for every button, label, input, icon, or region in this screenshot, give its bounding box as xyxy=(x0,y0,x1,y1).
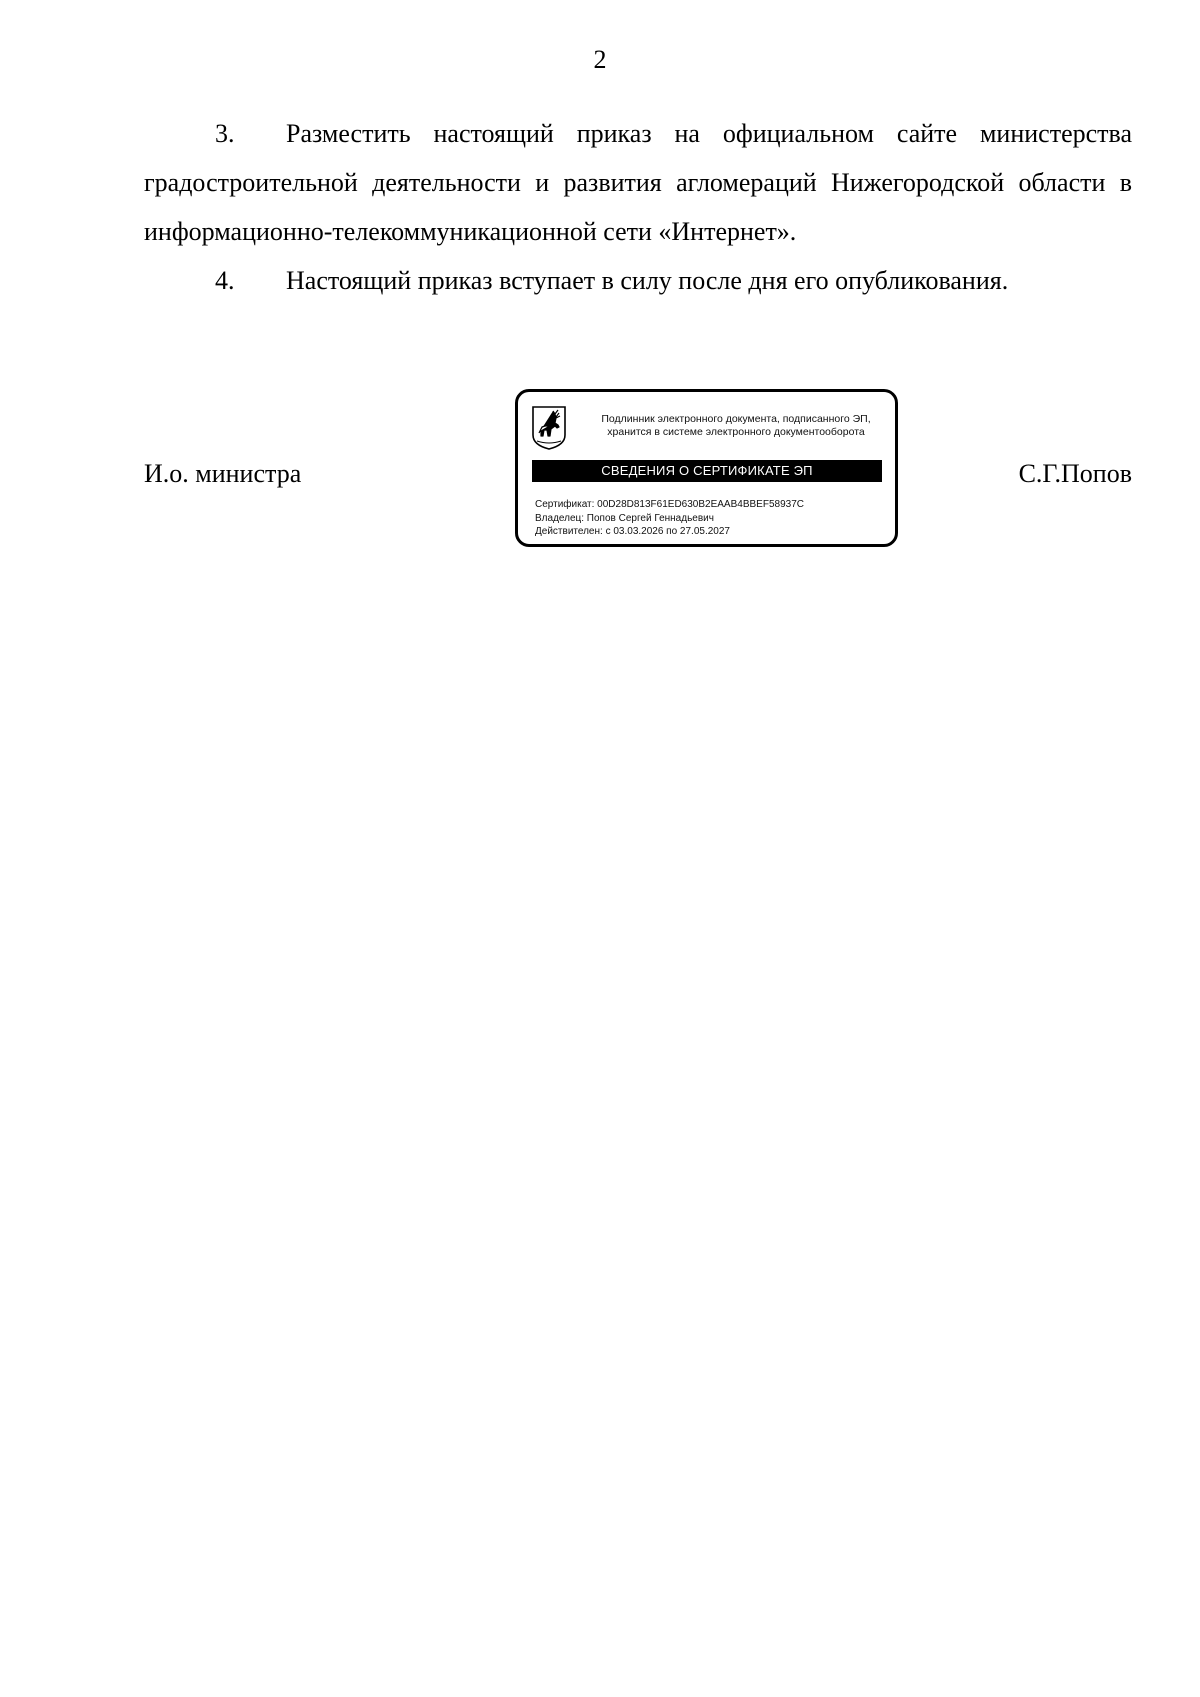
paragraph-text: Настоящий приказ вступает в силу после дня его опубликования. xyxy=(286,266,1009,295)
paragraph-number: 4. xyxy=(215,266,235,295)
paragraph-3 xyxy=(144,109,1132,256)
stamp-details xyxy=(535,498,804,539)
page-number: 2 xyxy=(593,45,607,74)
stamp-owner: Владелец: Попов Сергей Геннадьевич xyxy=(535,512,714,524)
paragraph-4 xyxy=(144,256,1132,305)
stamp-validity: Действителен: с 03.03.2026 по 27.05.2027 xyxy=(535,526,730,537)
signer-role: И.о. министра xyxy=(144,459,302,488)
stamp-note-line-1: Подлинник электронного документа, подписанного ЭП, xyxy=(601,413,871,425)
coat-of-arms-deer-icon xyxy=(531,405,567,451)
stamp-note xyxy=(580,413,892,439)
electronic-signature-stamp xyxy=(515,389,898,547)
paragraph-text: Разместить настоящий приказ на официальном сайте министерства градостроительной деятельности и развития агломераций Нижегородской области в информационно-телекоммуникационной сети «Интернет». xyxy=(144,119,1132,246)
stamp-banner: СВЕДЕНИЯ О СЕРТИФИКАТЕ ЭП xyxy=(532,460,882,482)
stamp-note-line-2: хранится в системе электронного документооборота xyxy=(607,426,865,438)
paragraph-number: 3. xyxy=(215,119,235,148)
stamp-certificate: Сертификат: 00D28D813F61ED630B2EAAB4BBEF58937C xyxy=(535,499,804,510)
signer-name: С.Г.Попов xyxy=(1018,459,1132,488)
